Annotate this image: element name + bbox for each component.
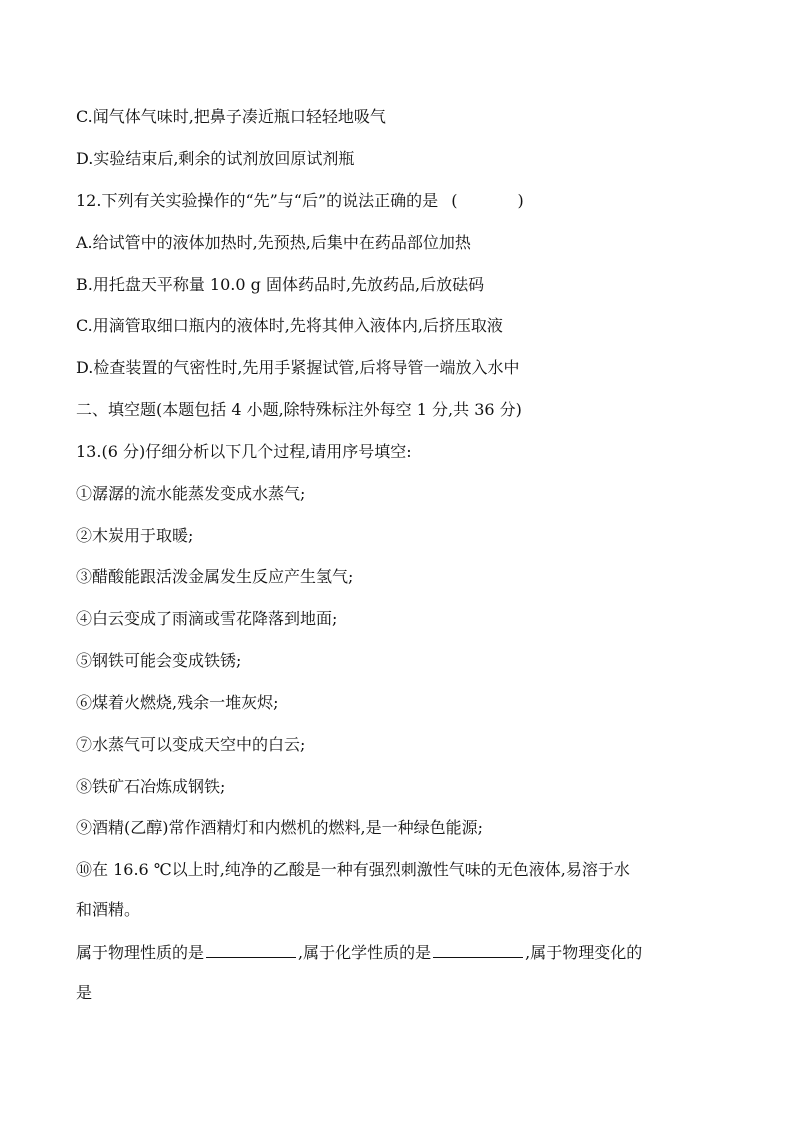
q12-option-a: A.给试管中的液体加热时,先预热,后集中在药品部位加热: [76, 233, 471, 252]
fill-label-chemical-property: ,属于化学性质的是: [298, 943, 432, 962]
option-d-prev: D.实验结束后,剩余的试剂放回原试剂瓶: [76, 149, 355, 168]
answer-blank-physical-property[interactable]: [206, 941, 296, 958]
fill-label-physical-change: ,属于物理变化的: [525, 943, 643, 962]
question-13-stem: 13.(6 分)仔细分析以下几个过程,请用序号填空:: [76, 442, 412, 461]
q13-item-1: ①潺潺的流水能蒸发变成水蒸气;: [76, 484, 306, 503]
option-c-prev: C.闻气体气味时,把鼻子凑近瓶口轻轻地吸气: [76, 107, 386, 126]
q13-item-9: ⑨酒精(乙醇)常作酒精灯和内燃机的燃料,是一种绿色能源;: [76, 818, 483, 837]
q13-item-7: ⑦水蒸气可以变成天空中的白云;: [76, 735, 306, 754]
q12-option-d: D.检查装置的气密性时,先用手紧握试管,后将导管一端放入水中: [76, 358, 520, 377]
q13-item-8: ⑧铁矿石冶炼成钢铁;: [76, 777, 226, 796]
q13-item-10: ⑩在 16.6 ℃以上时,纯净的乙酸是一种有强烈刺激性气味的无色液体,易溶于水: [76, 860, 630, 879]
q13-item-2: ②木炭用于取暖;: [76, 526, 194, 545]
q12-stem-text: 12.下列有关实验操作的“先”与“后”的说法正确的是: [76, 191, 439, 210]
q12-option-c: C.用滴管取细口瓶内的液体时,先将其伸入液体内,后挤压取液: [76, 316, 503, 335]
q13-item-6: ⑥煤着火燃烧,残余一堆灰烬;: [76, 693, 279, 712]
q13-item-3: ③醋酸能跟活泼金属发生反应产生氢气;: [76, 567, 354, 586]
fill-in-row-continued: 是: [76, 983, 93, 1002]
answer-paren-close: ): [517, 191, 524, 210]
q12-option-b: B.用托盘天平称量 10.0 g 固体药品时,先放药品,后放砝码: [76, 275, 485, 294]
section-heading-fill-in: 二、填空题(本题包括 4 小题,除特殊标注外每空 1 分,共 36 分): [76, 400, 522, 419]
answer-paren-open: (: [451, 191, 458, 210]
question-12-stem: [76, 191, 524, 211]
fill-label-physical-property: 属于物理性质的是: [76, 943, 205, 962]
q13-item-10-continued: 和酒精。: [76, 900, 141, 919]
q13-item-4: ④白云变成了雨滴或雪花降落到地面;: [76, 609, 338, 628]
q13-item-5: ⑤钢铁可能会变成铁锈;: [76, 651, 242, 670]
answer-blank-chemical-property[interactable]: [433, 941, 523, 958]
fill-in-row: [76, 941, 642, 963]
